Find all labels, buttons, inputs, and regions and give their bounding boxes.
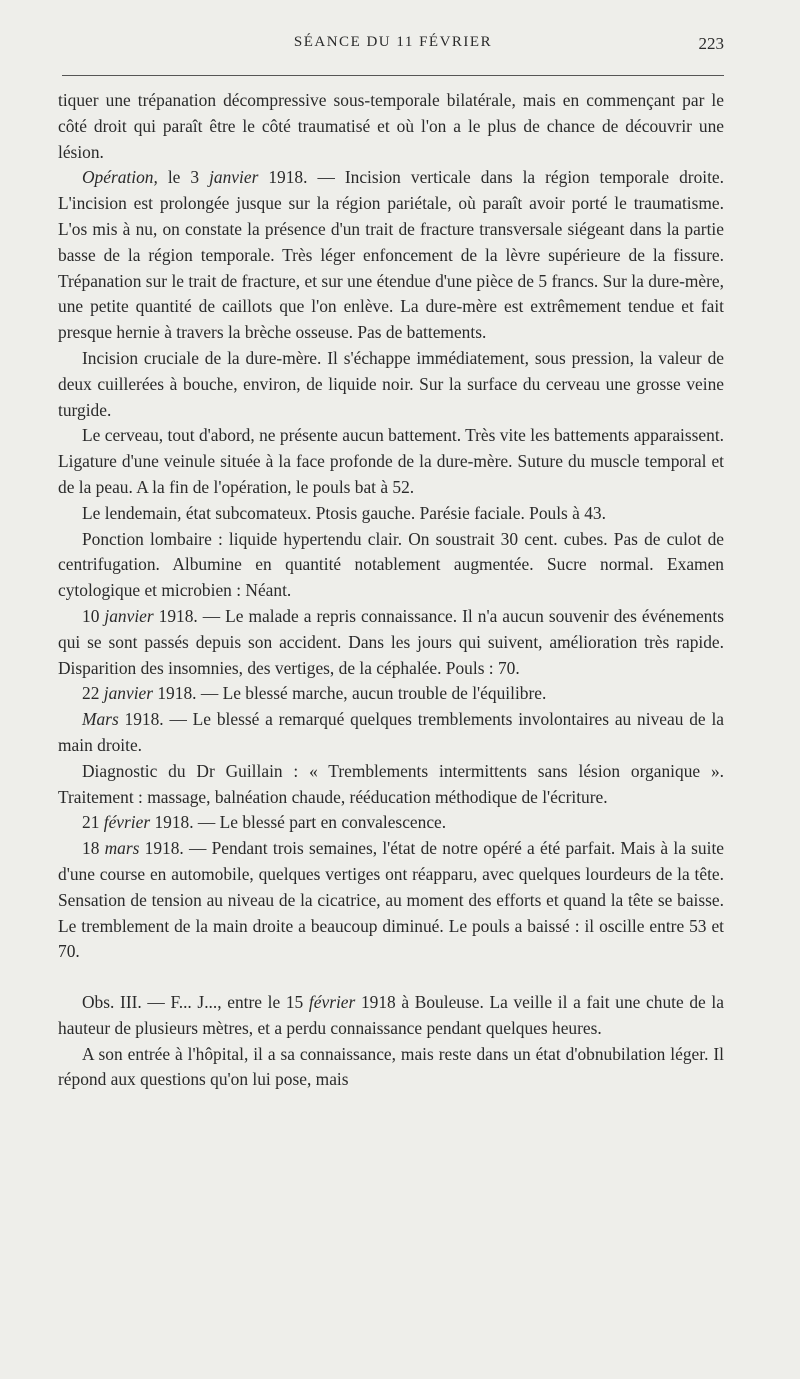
- paragraph: Le lendemain, état subcomateux. Ptosis gauche. Parésie faciale. Pouls à 43.: [82, 502, 606, 523]
- paragraph: Ponction lombaire : liquide hypertendu clair. On soustrait 30 cent. cubes. Pas de culot de centrifugation. Albumine en quantité notablement augmentée. Sucre normal. Examen cytologique et microbien : Néant.: [58, 528, 724, 601]
- running-header: [62, 34, 724, 58]
- page-number: 223: [698, 34, 724, 53]
- header-title: SÉANCE DU 11 FÉVRIER: [293, 34, 493, 50]
- body-text: [58, 88, 724, 1093]
- paragraph-dated: 18 mars 1918. — Pendant trois semaines, l'état de notre opéré a été parfait. Mais à la suite d'une course en automobile, quelques vertiges ont réapparu, avec quelques lourdeurs de la tête. Sensation de tension au niveau de la cicatrice, au moment des efforts et quand la tête se baisse. Le tremblement de la main droite a beaucoup diminué. Le pouls a baissé : il oscille entre 53 et 70.: [58, 838, 724, 962]
- paragraph: tiquer une trépanation décompressive sous-temporale bilatérale, mais en commençant par le côté droit qui paraît être le côté traumatisé et où l'on a le plus de chance de découvrir une lésion.: [58, 90, 724, 162]
- paragraph: Incision cruciale de la dure-mère. Il s'échappe immédiatement, sous pression, la valeur de deux cuillerées à bouche, environ, de liquide noir. Sur la surface du cerveau une grosse veine turgide.: [58, 347, 724, 420]
- operation-label: Opération,: [82, 167, 158, 188]
- paragraph-operation: Opération, le 3 janvier 1918. — Incision verticale dans la région temporale droite. L'incision est prolongée jusque sur la région pariétale, où paraît avoir porté le traumatisme. L'os mis à nu, on constate la présence d'un trait de fracture transversale siégeant dans la partie basse de la région temporale. Très léger enfoncement de la lèvre supérieure de la fissure. Trépanation sur le trait de fracture, et sur une étendue d'une pièce de 5 francs. Sur la dure-mère, une petite quantité de caillots que l'on enlève. La dure-mère est extrêmement tendue et fait presque hernie à travers la brèche osseuse. Pas de battements.: [58, 167, 724, 343]
- paragraph: Le cerveau, tout d'abord, ne présente aucun battement. Très vite les battements apparaissent. Ligature d'une veinule située à la face profonde de la dure-mère. Suture du muscle temporal et de la peau. A la fin de l'opération, le pouls bat à 52.: [58, 425, 724, 497]
- header-rule: [62, 75, 724, 76]
- paragraph: Diagnostic du Dr Guillain : « Tremblements intermittents sans lésion organique ». Traitement : massage, balnéation chaude, rééducation méthodique de l'écriture.: [58, 760, 724, 807]
- paragraph-dated: Mars 1918. — Le blessé a remarqué quelques tremblements involontaires au niveau de la main droite.: [58, 709, 724, 755]
- paragraph-dated: 21 février 1918. — Le blessé part en convalescence.: [82, 812, 447, 833]
- paragraph: A son entrée à l'hôpital, il a sa connaissance, mais reste dans un état d'obnubilation léger. Il répond aux questions qu'on lui pose, mais: [58, 1043, 724, 1090]
- observation-heading-paragraph: Obs. III. — F... J..., entre le 15 février 1918 à Bouleuse. La veille il a fait une chute de la hauteur de plusieurs mètres, et a perdu connaissance pendant quelques heures.: [58, 992, 724, 1038]
- paragraph-dated: 22 janvier 1918. — Le blessé marche, aucun trouble de l'équilibre.: [82, 683, 547, 704]
- paragraph-dated: 10 janvier 1918. — Le malade a repris connaissance. Il n'a aucun souvenir des événements qui se sont passés depuis son accident. Dans les jours qui suivent, amélioration très rapide. Disparition des insomnies, des vertiges, de la céphalée. Pouls : 70.: [58, 605, 724, 678]
